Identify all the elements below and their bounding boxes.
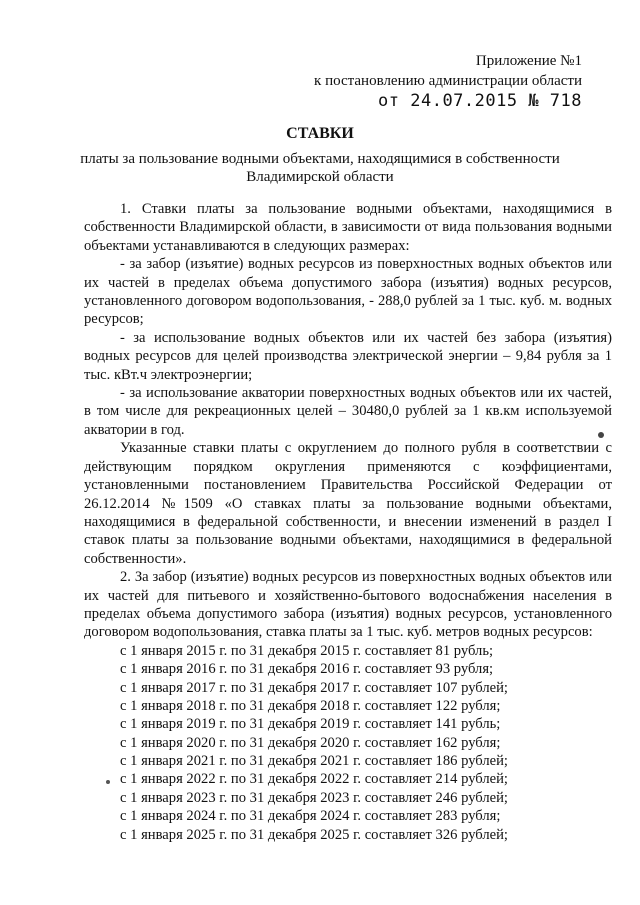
rate-2016: с 1 января 2016 г. по 31 декабря 2016 г. составляет 93 рубля; <box>120 661 494 678</box>
rate-2020: с 1 января 2020 г. по 31 декабря 2020 г. составляет 162 рубля; <box>120 734 501 751</box>
paragraph-electricity: - за использование водных объектов или их частей без забора (изъятия) водных ресурсов для целей производства электрической энергии – 9,84 рубля за 1 тыс. кВт.ч электроэнергии; <box>84 329 612 383</box>
scan-speck <box>598 432 604 438</box>
rate-2022: с 1 января 2022 г. по 31 декабря 2022 г. составляет 214 рублей; <box>120 771 508 788</box>
appendix-number: Приложение №1 <box>475 53 582 69</box>
paragraph-2: 2. За забор (изъятие) водных ресурсов из поверхностных водных объектов или их частей для питьевого и хозяйственно-бытового водоснабжения населения в пределах объема допустимого забора (изъятия) водных ресурсов, установленного договором водопользования, ставка платы за 1 тыс. куб. метров водных ресурсов: <box>84 569 612 641</box>
paragraph-aquatory: - за использование акватории поверхностных водных объектов или их частей, в том числе для рекреационных целей – 30480,0 рублей за 1 кв.км используемой акватории в год. <box>84 385 612 438</box>
rate-2025: с 1 января 2025 г. по 31 декабря 2025 г. составляет 326 рублей; <box>120 826 508 843</box>
document-subtitle-line2: Владимирской области <box>246 169 394 185</box>
scan-speck <box>106 780 110 784</box>
rate-2024: с 1 января 2024 г. по 31 декабря 2024 г. составляет 283 рубля; <box>120 808 501 825</box>
rate-2023: с 1 января 2023 г. по 31 декабря 2023 г. составляет 246 рублей; <box>120 789 508 806</box>
appendix-reference: к постановлению администрации области <box>314 73 582 89</box>
decree-date-number: от 24.07.2015 № 718 <box>378 91 582 111</box>
rate-2017: с 1 января 2017 г. по 31 декабря 2017 г. составляет 107 рублей; <box>120 679 508 696</box>
document-subtitle-line1: платы за пользование водными объектами, находящимися в собственности <box>80 151 560 167</box>
rate-2019: с 1 января 2019 г. по 31 декабря 2019 г. составляет 141 рубль; <box>120 716 501 733</box>
rates-list <box>84 642 612 844</box>
rate-2015: с 1 января 2015 г. по 31 декабря 2015 г. составляет 81 рубль; <box>120 642 494 659</box>
paragraph-coefficients: Указанные ставки платы с округлением до полного рубля в соответствии с действующим порядком округления применяются с коэффициентами, установленными постановлением Правительства Российской Федерации от 26.12.2014 №1509 «О ставках платы за пользование водными объектами, находящимися в федеральной собственности, и внесении изменений в раздел I ставок платы за пользование водными объектами, находящимися в федеральной собственности». <box>84 440 612 567</box>
paragraph-water-intake: - за забор (изъятие) водных ресурсов из поверхностных водных объектов или их частей в пределах объема допустимого забора (изъятия) водных ресурсов, установленного договором водопользования, - 288,0 рублей за 1 тыс. куб. м. водных ресурсов; <box>84 256 612 328</box>
paragraph-1: 1. Ставки платы за пользование водными объектами, находящимися в собственности Владимирской области, в зависимости от вида пользования водными объектами устанавливаются в следующих размерах: <box>84 201 612 254</box>
document-body <box>84 200 612 844</box>
rate-2018: с 1 января 2018 г. по 31 декабря 2018 г. составляет 122 рубля; <box>120 697 501 714</box>
document-title: СТАВКИ <box>286 125 354 142</box>
rate-2021: с 1 января 2021 г. по 31 декабря 2021 г. составляет 186 рублей; <box>120 753 508 770</box>
